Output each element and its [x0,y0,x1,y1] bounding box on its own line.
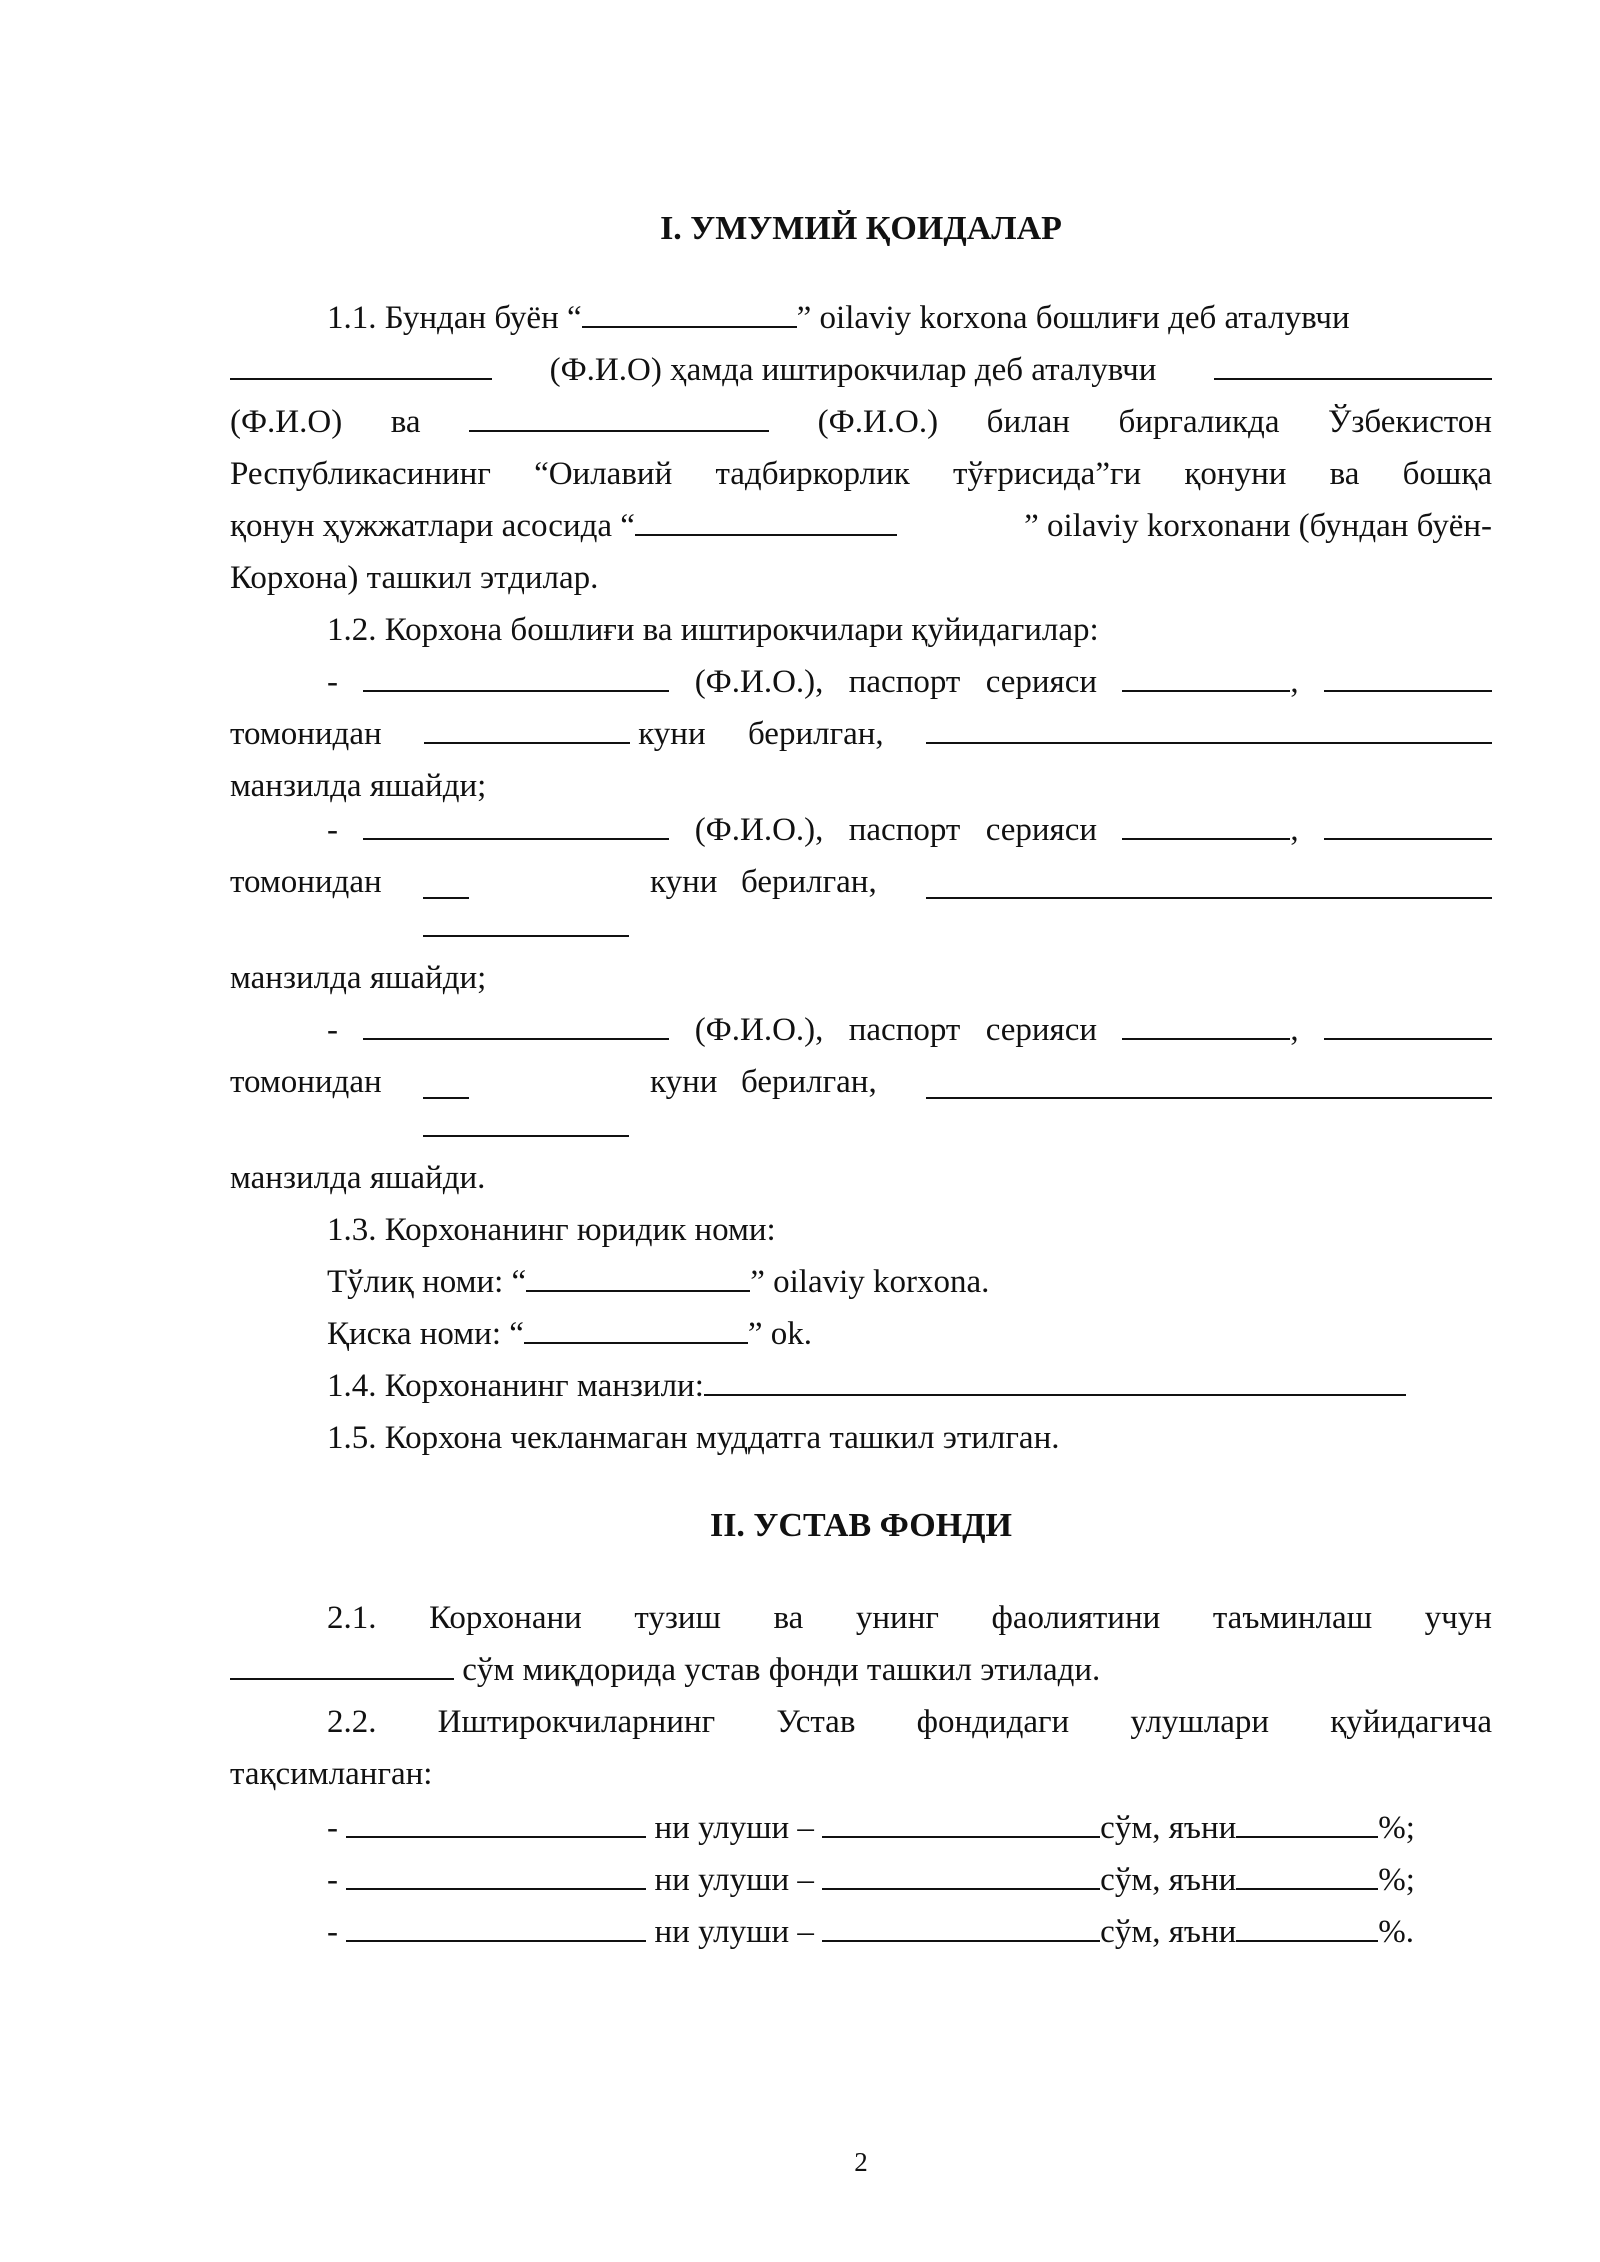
blank-field[interactable] [363,660,669,692]
person-2-line-3: манзилда яшайди; [230,960,487,996]
blank-field[interactable] [1324,1008,1492,1040]
paragraph-1-1-line-3: (Ф.И.О) ва (Ф.И.О.) билан биргаликда Ўзбекистон [230,398,1492,446]
short-name-line: Қиска номи: “ ” ok. [230,1310,1492,1358]
blank-field[interactable] [822,1910,1100,1942]
blank-field[interactable] [230,348,492,380]
blank-field[interactable] [469,400,769,432]
page-number: 2 [854,2147,868,2177]
paragraph-1-1-line-4: Республикасининг “Оилавий тадбиркорлик тўғрисида”ги қонуни ва бошқа [230,456,1492,492]
blank-field[interactable] [1122,1008,1290,1040]
blank-field[interactable] [346,1858,646,1890]
paragraph-1-1-line-2: (Ф.И.О) ҳамда иштирокчилар деб аталувчи [230,346,1492,394]
paragraph-1-1-line-1: 1.1. Бундан буён “ ” oilaviy korxona бошлиғи деб аталувчи [230,294,1492,342]
blank-field[interactable] [1214,348,1492,380]
blank-field[interactable] [346,1806,646,1838]
document-page [230,0,1492,2262]
blank-field[interactable] [1324,660,1492,692]
blank-field[interactable] [423,867,469,899]
person-2-line-2: томонидан куни берилган, [230,858,1492,906]
person-1-line-2: томонидан куни берилган, [230,710,1492,758]
person-3-line-1: - (Ф.И.О.), паспорт серияси , [230,1006,1492,1054]
blank-field[interactable] [926,867,1492,899]
paragraph-2-2-line-1: 2.2. Иштирокчиларнинг Устав фондидаги улушлари қуйидагича [327,1704,1492,1740]
person-3-line-3: манзилда яшайди. [230,1160,486,1196]
share-row-2: - ни улуши – сўм, яъни %; [230,1856,1492,1904]
blank-field[interactable] [1236,1806,1378,1838]
blank-field[interactable] [635,504,897,536]
paragraph-1-4: 1.4. Корхонанинг манзили: [230,1362,1492,1410]
person-1-line-3: манзилда яшайди; [230,768,487,804]
section-1-heading: I. УМУМИЙ ҚОИДАЛАР [660,210,1062,247]
blank-field[interactable] [230,1648,454,1680]
full-name-line: Тўлиқ номи: “ ” oilaviy korxona. [230,1258,1492,1306]
blank-field[interactable] [424,712,630,744]
share-row-1: - ни улуши – сўм, яъни %; [230,1804,1492,1852]
blank-field[interactable] [1236,1910,1378,1942]
blank-field[interactable] [363,1008,669,1040]
paragraph-1-5: 1.5. Корхона чекланмаган муддатга ташкил этилган. [327,1420,1060,1456]
blank-field[interactable] [423,1067,469,1099]
blank-field[interactable] [822,1858,1100,1890]
person-3-line-2: томонидан куни берилган, [230,1058,1492,1106]
paragraph-2-1-line-2: сўм миқдорида устав фонди ташкил этилади. [230,1646,1492,1694]
section-2-heading: II. УСТАВ ФОНДИ [709,1507,1013,1544]
blank-field[interactable] [704,1364,1406,1396]
blank-field[interactable] [363,808,669,840]
paragraph-1-3-title: 1.3. Корхонанинг юридик номи: [327,1212,776,1248]
person-2-line-1: - (Ф.И.О.), паспорт серияси , [230,806,1492,854]
blank-field[interactable] [1122,808,1290,840]
blank-field[interactable] [822,1806,1100,1838]
blank-field[interactable] [526,1260,750,1292]
blank-field[interactable] [524,1312,748,1344]
paragraph-1-1-line-5: қонун ҳужжатлари асосида “ ” oilaviy korxonaни (бундан буён- [230,502,1492,550]
blank-field[interactable] [1236,1858,1378,1890]
blank-field[interactable] [346,1910,646,1942]
blank-field[interactable] [926,712,1492,744]
blank-field[interactable] [423,911,629,937]
paragraph-2-2-line-2: тақсимланган: [230,1756,433,1792]
blank-field[interactable] [1324,808,1492,840]
paragraph-1-2-title: 1.2. Корхона бошлиғи ва иштирокчилари қуйидагилар: [327,612,1099,648]
blank-field[interactable] [582,296,797,328]
paragraph-1-1-line-6: Корхона) ташкил этдилар. [230,560,599,596]
paragraph-2-1-line-1: 2.1. Корхонани тузиш ва унинг фаолиятини таъминлаш учун [327,1600,1492,1636]
person-1-line-1: - (Ф.И.О.), паспорт серияси , [230,658,1492,706]
share-row-3: - ни улуши – сўм, яъни %. [230,1908,1492,1956]
blank-field[interactable] [926,1067,1492,1099]
blank-field[interactable] [423,1111,629,1137]
blank-field[interactable] [1122,660,1290,692]
